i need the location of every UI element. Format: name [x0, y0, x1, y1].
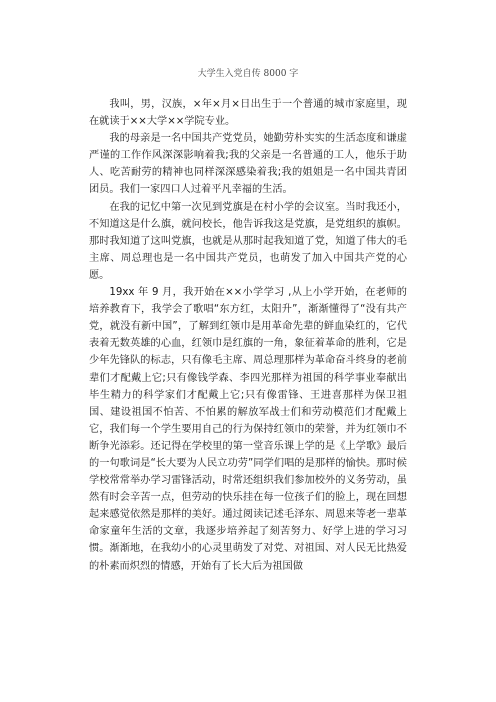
- document-title: 大学生入党自传 8000 字: [197, 69, 299, 79]
- paragraph-primary-school: 19xx 年 9 月，我开始在××小学学习 ,从上小学开始，在老师的培养教育下，我学会了歌唱“东方红，太阳升”，渐渐懂得了“没有共产党，就没有新中国”，了解到红领巾是用革命先辈的鲜血染红的，它代表着无数英雄的心血，红领巾是红旗的一角，象征着革命的胜利，它是少年先锋队的标志，只有像毛主席、周总理那样为革命奋斗终身的老前辈们才配戴上它;只有像钱学森、李四光那样为祖国的科学事业奉献出毕生精力的科学家们才配戴上它;只有像雷锋、王进喜那样为保卫祖国、建设祖国不怕苦、不怕累的解放军战士们和劳动模范们才配戴上它，我们每一个学生要用自己的行为保持红领巾的荣誉，并为红领巾不断争光添彩。还记得在学校里的第一堂音乐课上学的是《上学歌》最后的一句歌词是“长大要为人民立功劳”同学们唱的是那样的愉快。那时候学校常常举办学习雷锋活动，时常还组织我们参加校外的义务劳动，虽然有时会辛苦一点，但劳动的快乐挂在每一位孩子们的脸上，现在回想起来感觉依然是那样的美好。通过阅读记述毛泽东、周恩来等老一辈革命家童年生活的文章，我逐步培养起了刻苦努力、好学上进的学习习惯。渐渐地，在我幼小的心灵里萌发了对党、对祖国、对人民无比热爱的朴素而炽烈的情感，开始有了长大后为祖国做: [89, 287, 407, 572]
- paragraph-family: 我的母亲是一名中国共产党党员，她勤劳朴实实的生活态度和谦虚严谨的工作作风深深影响着我;我的父亲是一名普通的工人，他乐于助人、吃苦耐劳的精神也同样深深感染着我;我的姐姐是一名中国共青团团员。我们一家四口人过着平凡幸福的生活。: [89, 133, 407, 196]
- document-body: [89, 96, 407, 575]
- paragraph-intro: 我叫，男，汉族，×年×月×日出生于一个普通的城市家庭里，现在就读于××大学××学院专业。: [89, 99, 407, 128]
- paragraph-party-flag: 在我的记忆中第一次见到党旗是在村小学的会议室。当时我还小，不知道这是什么旗，就问校长，他告诉我这是党旗，是党组织的旗帜。那时我知道了这叫党旗，也就是从那时起我知道了党，知道了伟大的毛主席、周总理也是一名中国共产党员，也萌发了加入中国共产党的心愿。: [89, 201, 407, 281]
